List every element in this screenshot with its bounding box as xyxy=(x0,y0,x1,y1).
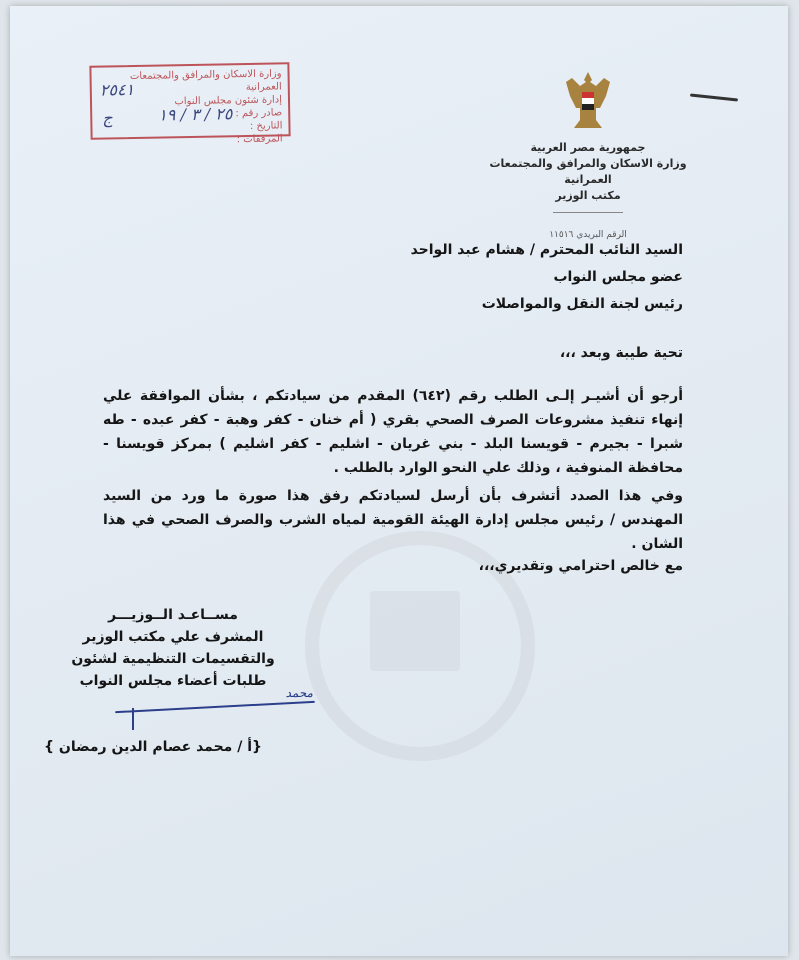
recipient-address xyxy=(103,238,683,319)
paragraph-attachment: وفي هذا الصدد أتشرف بأن أرسل لسيادتكم رفق هذا صورة ما ورد من السيد المهندس / رئيس مجلس إدارة الهيئة القومية لمياه الشرب والصرف الصحي في هذا الشان . xyxy=(103,488,683,552)
closing-line: مع خالص احترامي وتقديري،،، xyxy=(478,558,683,574)
document-page xyxy=(10,6,788,956)
header-divider xyxy=(553,212,623,213)
country-name: جمهورية مصر العربية xyxy=(530,141,646,154)
ministry-name: وزارة الاسكان والمرافق والمجتمعات العمرانية xyxy=(489,157,687,186)
handwritten-signature: محمد xyxy=(285,686,313,700)
stamp-attachments-label: المرفقات : xyxy=(236,133,283,146)
signature-title-2: المشرف علي مكتب الوزير xyxy=(82,629,264,645)
signature-stroke xyxy=(115,701,315,713)
stamp-number-label: صادر رقم : xyxy=(235,107,283,120)
stamp-date-label: التاريخ : xyxy=(249,120,283,132)
eagle-emblem-icon xyxy=(562,68,614,134)
recipient-committee: رئيس لجنة النقل والمواصلات xyxy=(481,296,683,312)
stamp-department: إدارة شئون مجلس النواب xyxy=(174,94,283,108)
stamp-handwritten-number: ٢٥٤١ xyxy=(99,79,135,100)
letterhead xyxy=(488,68,688,243)
office-name: مكتب الوزير xyxy=(555,189,621,202)
watermark-emblem xyxy=(370,591,460,671)
stamp-handwritten-date: ٢٥ / ٣ / ١٩ xyxy=(158,104,233,125)
paragraph-request: أرجو أن أشيـر إلـى الطلب رقم (٦٤٢) المقدم من سيادتكم ، بشأن الموافقة علي إنهاء تنفيذ مشروعات الصرف الصحي بقري ( أم خنان - كفر وهبة - كفر عبده - طه شبرا - بجيرم - قويسنا البلد - بني غريان - اشليم - كفر اشليم ) بمركز قويسنا - محافظة المنوفية ، وذلك علي النحو الوارد بالطلب . xyxy=(103,388,683,476)
recipient-name: السيد النائب المحترم / هشام عبد الواحد xyxy=(410,242,683,258)
stamp-handwritten-mark: ج xyxy=(102,108,113,128)
incoming-stamp xyxy=(89,62,290,146)
signature-tick xyxy=(132,708,134,730)
signature-title-4: طلبات أعضاء مجلس النواب xyxy=(79,673,267,689)
signature-block xyxy=(63,604,283,692)
signatory-name: {أ / محمد عصام الدين رمضان } xyxy=(44,739,262,755)
greeting: تحية طيبة وبعد ،،، xyxy=(559,345,683,361)
recipient-role: عضو مجلس النواب xyxy=(553,269,683,285)
signature-title-3: والتقسيمات التنظيمية لشئون xyxy=(71,651,275,667)
signature-title-1: مســاعـد الــوزيـــر xyxy=(108,607,238,623)
pen-mark xyxy=(690,93,738,101)
postal-code: الرقم البريدي ١١٥١٦ xyxy=(549,230,627,240)
stamp-ministry: وزارة الاسكان والمرافق والمجتمعات العمرانية xyxy=(129,68,282,94)
